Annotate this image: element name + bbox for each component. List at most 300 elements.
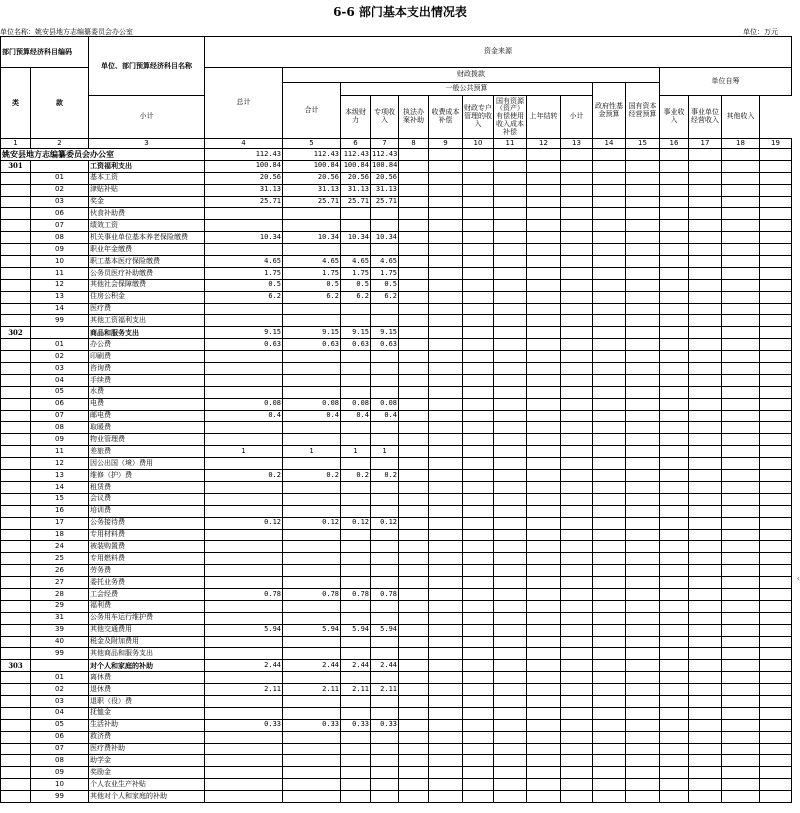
empty-cell — [626, 458, 660, 470]
empty-cell — [722, 327, 760, 339]
empty-cell — [399, 731, 429, 743]
value-cell: 5.94 — [205, 624, 283, 636]
empty-cell — [494, 541, 527, 553]
empty-cell — [527, 244, 561, 256]
empty-cell — [494, 267, 527, 279]
item-name-cell: 物业管理费 — [89, 434, 205, 446]
empty-cell — [660, 672, 689, 684]
empty-cell — [463, 565, 494, 577]
empty-cell — [760, 612, 792, 624]
empty-cell — [689, 743, 722, 755]
empty-cell — [760, 458, 792, 470]
value-cell: 31.13 — [283, 184, 341, 196]
empty-cell — [494, 172, 527, 184]
empty-cell — [689, 660, 722, 672]
empty-cell — [429, 588, 463, 600]
empty-cell — [429, 149, 463, 161]
empty-cell — [527, 779, 561, 791]
empty-cell — [689, 351, 722, 363]
empty-cell — [593, 505, 626, 517]
empty-cell — [593, 731, 626, 743]
empty-cell — [527, 553, 561, 565]
special-income-header: 专项收入 — [371, 96, 399, 139]
empty-cell — [561, 291, 593, 303]
table-row — [1, 624, 792, 636]
empty-cell — [760, 719, 792, 731]
kuan-cell: 11 — [31, 267, 89, 279]
empty-cell — [760, 672, 792, 684]
empty-cell — [760, 208, 792, 220]
empty-cell — [626, 279, 660, 291]
value-cell: 1.75 — [371, 267, 399, 279]
empty-cell — [561, 386, 593, 398]
empty-cell — [660, 600, 689, 612]
empty-cell — [760, 244, 792, 256]
value-cell: 0.08 — [371, 398, 399, 410]
empty-cell — [399, 505, 429, 517]
table-row — [1, 184, 792, 196]
empty-cell — [561, 565, 593, 577]
empty-cell — [463, 172, 494, 184]
empty-cell — [399, 517, 429, 529]
empty-cell — [760, 517, 792, 529]
value-cell: 0.2 — [283, 470, 341, 482]
item-name-cell: 其他对个人和家庭的补助 — [89, 791, 205, 803]
empty-cell — [722, 410, 760, 422]
empty-cell — [429, 315, 463, 327]
kuan-cell: 18 — [31, 529, 89, 541]
empty-cell — [527, 196, 561, 208]
empty-cell — [593, 565, 626, 577]
empty-cell — [689, 588, 722, 600]
empty-cell — [722, 244, 760, 256]
empty-cell — [722, 529, 760, 541]
column-number-cell: 10 — [463, 139, 494, 149]
column-number-cell: 19 — [760, 139, 792, 149]
empty-cell — [463, 707, 494, 719]
empty-cell — [689, 684, 722, 696]
item-name-cell: 公务接待费 — [89, 517, 205, 529]
empty-cell — [494, 386, 527, 398]
value-cell: 10.34 — [371, 232, 399, 244]
lei-cell — [1, 517, 31, 529]
empty-cell — [429, 577, 463, 589]
empty-cell — [399, 446, 429, 458]
empty-cell — [760, 541, 792, 553]
value-cell — [341, 315, 371, 327]
empty-cell — [722, 767, 760, 779]
value-cell — [371, 505, 399, 517]
value-cell: 0.63 — [283, 339, 341, 351]
item-name-cell: 手续费 — [89, 374, 205, 386]
empty-cell — [399, 755, 429, 767]
item-name-cell: 其他社会保障缴费 — [89, 279, 205, 291]
value-cell — [371, 755, 399, 767]
empty-cell — [626, 363, 660, 375]
empty-cell — [429, 767, 463, 779]
empty-cell — [593, 160, 626, 172]
empty-cell — [660, 731, 689, 743]
empty-cell — [593, 244, 626, 256]
empty-cell — [626, 505, 660, 517]
value-cell — [205, 541, 283, 553]
empty-cell — [722, 291, 760, 303]
table-row — [1, 315, 792, 327]
value-cell — [341, 553, 371, 565]
empty-cell — [760, 553, 792, 565]
value-cell — [371, 577, 399, 589]
empty-cell — [660, 660, 689, 672]
empty-cell — [626, 588, 660, 600]
empty-cell — [722, 351, 760, 363]
empty-cell — [463, 279, 494, 291]
lei-cell — [1, 672, 31, 684]
empty-cell — [660, 244, 689, 256]
budget-code-header: 部门预算经济科目编码 — [1, 37, 89, 68]
value-cell — [371, 481, 399, 493]
kuan-cell: 12 — [31, 279, 89, 291]
empty-cell — [494, 505, 527, 517]
table-row — [1, 434, 792, 446]
column-number-cell: 11 — [494, 139, 527, 149]
empty-cell — [626, 493, 660, 505]
table-row — [1, 279, 792, 291]
item-name-cell: 福利费 — [89, 600, 205, 612]
value-cell — [371, 791, 399, 803]
empty-cell — [463, 719, 494, 731]
empty-cell — [527, 279, 561, 291]
value-cell — [283, 493, 341, 505]
empty-cell — [494, 648, 527, 660]
empty-cell — [494, 291, 527, 303]
empty-cell — [494, 184, 527, 196]
empty-cell — [561, 529, 593, 541]
value-cell — [341, 244, 371, 256]
table-row — [1, 695, 792, 707]
empty-cell — [494, 351, 527, 363]
empty-cell — [722, 196, 760, 208]
value-cell — [205, 553, 283, 565]
empty-cell — [429, 505, 463, 517]
lei-cell — [1, 208, 31, 220]
business-income-header: 事业收入 — [660, 96, 689, 139]
empty-cell — [593, 695, 626, 707]
item-name-cell: 因公出国（境）费用 — [89, 458, 205, 470]
empty-cell — [429, 731, 463, 743]
empty-cell — [494, 565, 527, 577]
item-name-cell: 差旅费 — [89, 446, 205, 458]
empty-cell — [593, 434, 626, 446]
value-cell — [341, 791, 371, 803]
value-cell — [371, 386, 399, 398]
empty-cell — [463, 636, 494, 648]
empty-cell — [494, 374, 527, 386]
empty-cell — [593, 208, 626, 220]
lei-cell — [1, 600, 31, 612]
table-row — [1, 374, 792, 386]
empty-cell — [561, 577, 593, 589]
unit-label: 单位：万元 — [743, 28, 778, 36]
table-row — [1, 707, 792, 719]
value-cell — [371, 707, 399, 719]
value-cell — [371, 208, 399, 220]
value-cell — [371, 315, 399, 327]
table-row — [1, 553, 792, 565]
table-row — [1, 541, 792, 553]
value-cell: 0.63 — [341, 339, 371, 351]
empty-cell — [626, 731, 660, 743]
empty-cell — [494, 577, 527, 589]
value-cell: 112.43 — [341, 149, 371, 161]
table-row — [1, 303, 792, 315]
value-cell: 6.2 — [371, 291, 399, 303]
empty-cell — [463, 755, 494, 767]
empty-cell — [527, 208, 561, 220]
empty-cell — [429, 779, 463, 791]
lei-cell — [1, 256, 31, 268]
empty-cell — [429, 410, 463, 422]
value-cell: 0.5 — [341, 279, 371, 291]
lei-cell — [1, 410, 31, 422]
scroll-arrow-icon[interactable]: ‹ — [796, 574, 800, 583]
empty-cell — [494, 600, 527, 612]
value-cell: 20.56 — [341, 172, 371, 184]
value-cell — [371, 422, 399, 434]
lei-cell — [1, 351, 31, 363]
empty-cell — [689, 149, 722, 161]
empty-cell — [561, 374, 593, 386]
empty-cell — [722, 779, 760, 791]
empty-cell — [760, 731, 792, 743]
empty-cell — [494, 470, 527, 482]
lei-header: 类 — [1, 68, 31, 139]
empty-cell — [527, 458, 561, 470]
empty-cell — [660, 398, 689, 410]
empty-cell — [463, 327, 494, 339]
heji-header: 合计 — [283, 83, 341, 139]
value-cell: 6.2 — [205, 291, 283, 303]
empty-cell — [626, 767, 660, 779]
empty-cell — [760, 755, 792, 767]
empty-cell — [429, 743, 463, 755]
empty-cell — [593, 386, 626, 398]
kuan-cell: 06 — [31, 731, 89, 743]
empty-cell — [689, 160, 722, 172]
empty-cell — [561, 208, 593, 220]
lei-cell — [1, 636, 31, 648]
empty-cell — [463, 743, 494, 755]
kuan-cell: 99 — [31, 791, 89, 803]
value-cell: 112.43 — [371, 149, 399, 161]
item-name-cell: 生活补助 — [89, 719, 205, 731]
empty-cell — [760, 160, 792, 172]
empty-cell — [689, 374, 722, 386]
empty-cell — [429, 267, 463, 279]
item-name-cell: 抚恤金 — [89, 707, 205, 719]
empty-cell — [722, 208, 760, 220]
empty-cell — [494, 719, 527, 731]
value-cell — [205, 505, 283, 517]
empty-cell — [494, 517, 527, 529]
empty-cell — [760, 434, 792, 446]
empty-cell — [760, 743, 792, 755]
item-name-cell: 工资福利支出 — [89, 160, 205, 172]
empty-cell — [760, 232, 792, 244]
empty-cell — [593, 279, 626, 291]
lei-cell — [1, 577, 31, 589]
empty-cell — [429, 517, 463, 529]
value-cell — [341, 743, 371, 755]
empty-cell — [660, 636, 689, 648]
empty-cell — [429, 220, 463, 232]
empty-cell — [722, 648, 760, 660]
empty-cell — [689, 303, 722, 315]
empty-cell — [399, 410, 429, 422]
value-cell — [205, 577, 283, 589]
value-cell: 2.44 — [371, 660, 399, 672]
special-account-header: 财政专户管理的收入 — [463, 96, 494, 139]
empty-cell — [689, 267, 722, 279]
empty-cell — [429, 660, 463, 672]
empty-cell — [626, 743, 660, 755]
table-row — [1, 244, 792, 256]
kuan-cell: 24 — [31, 541, 89, 553]
empty-cell — [399, 541, 429, 553]
value-cell — [371, 363, 399, 375]
empty-cell — [429, 481, 463, 493]
empty-cell — [429, 695, 463, 707]
lei-cell — [1, 291, 31, 303]
kuan-cell: 99 — [31, 315, 89, 327]
empty-cell — [527, 791, 561, 803]
empty-cell — [760, 220, 792, 232]
lei-cell — [1, 493, 31, 505]
table-row — [1, 422, 792, 434]
empty-cell — [626, 232, 660, 244]
empty-cell — [561, 327, 593, 339]
value-cell — [283, 529, 341, 541]
empty-cell — [463, 256, 494, 268]
value-cell — [283, 707, 341, 719]
lei-cell — [1, 196, 31, 208]
empty-cell — [722, 149, 760, 161]
empty-cell — [494, 160, 527, 172]
item-name-cell: 水费 — [89, 386, 205, 398]
value-cell: 10.34 — [283, 232, 341, 244]
empty-cell — [429, 684, 463, 696]
lei-cell — [1, 529, 31, 541]
empty-cell — [463, 505, 494, 517]
law-enforcement-header: 执法办案补助 — [399, 96, 429, 139]
value-cell — [283, 577, 341, 589]
empty-cell — [593, 339, 626, 351]
empty-cell — [527, 743, 561, 755]
empty-cell — [593, 493, 626, 505]
empty-cell — [593, 577, 626, 589]
lei-cell — [1, 386, 31, 398]
item-name-cell: 税金及附加费用 — [89, 636, 205, 648]
lei-cell — [1, 339, 31, 351]
empty-cell — [399, 220, 429, 232]
empty-cell — [429, 624, 463, 636]
empty-cell — [399, 791, 429, 803]
empty-cell — [626, 303, 660, 315]
value-cell: 1.75 — [205, 267, 283, 279]
value-cell — [341, 434, 371, 446]
kuan-cell: 03 — [31, 695, 89, 707]
empty-cell — [561, 232, 593, 244]
item-name-cell: 机关事业单位基本养老保险缴费 — [89, 232, 205, 244]
empty-cell — [527, 339, 561, 351]
empty-cell — [527, 351, 561, 363]
empty-cell — [399, 660, 429, 672]
empty-cell — [399, 422, 429, 434]
value-cell: 1.75 — [341, 267, 371, 279]
empty-cell — [561, 791, 593, 803]
empty-cell — [689, 232, 722, 244]
empty-cell — [494, 493, 527, 505]
empty-cell — [527, 541, 561, 553]
table-row — [1, 149, 792, 161]
value-cell — [341, 636, 371, 648]
empty-cell — [399, 695, 429, 707]
value-cell: 0.33 — [371, 719, 399, 731]
item-name-cell: 商品和服务支出 — [89, 327, 205, 339]
empty-cell — [561, 279, 593, 291]
empty-cell — [660, 541, 689, 553]
empty-cell — [660, 410, 689, 422]
value-cell: 112.43 — [283, 149, 341, 161]
empty-cell — [626, 517, 660, 529]
empty-cell — [689, 636, 722, 648]
value-cell — [371, 303, 399, 315]
value-cell — [283, 422, 341, 434]
empty-cell — [593, 256, 626, 268]
lei-cell — [1, 481, 31, 493]
other-income-header: 其他收入 — [722, 96, 760, 139]
lei-cell — [1, 220, 31, 232]
value-cell: 20.56 — [371, 172, 399, 184]
table-row — [1, 719, 792, 731]
value-cell — [283, 612, 341, 624]
empty-cell — [494, 398, 527, 410]
empty-cell — [626, 339, 660, 351]
empty-cell — [760, 374, 792, 386]
empty-cell — [463, 232, 494, 244]
empty-cell — [399, 779, 429, 791]
empty-cell — [689, 481, 722, 493]
empty-cell — [561, 184, 593, 196]
value-cell — [283, 505, 341, 517]
empty-cell — [494, 339, 527, 351]
empty-cell — [399, 648, 429, 660]
value-cell — [341, 505, 371, 517]
column-number-cell: 16 — [660, 139, 689, 149]
item-name-cell: 奖金 — [89, 196, 205, 208]
kuan-cell: 02 — [31, 184, 89, 196]
value-cell — [341, 731, 371, 743]
empty-cell — [494, 672, 527, 684]
kuan-cell: 27 — [31, 577, 89, 589]
empty-cell — [660, 767, 689, 779]
value-cell: 10.34 — [341, 232, 371, 244]
empty-cell — [463, 422, 494, 434]
empty-cell — [660, 588, 689, 600]
empty-cell — [463, 481, 494, 493]
empty-cell — [399, 470, 429, 482]
empty-cell — [463, 267, 494, 279]
empty-cell — [593, 303, 626, 315]
